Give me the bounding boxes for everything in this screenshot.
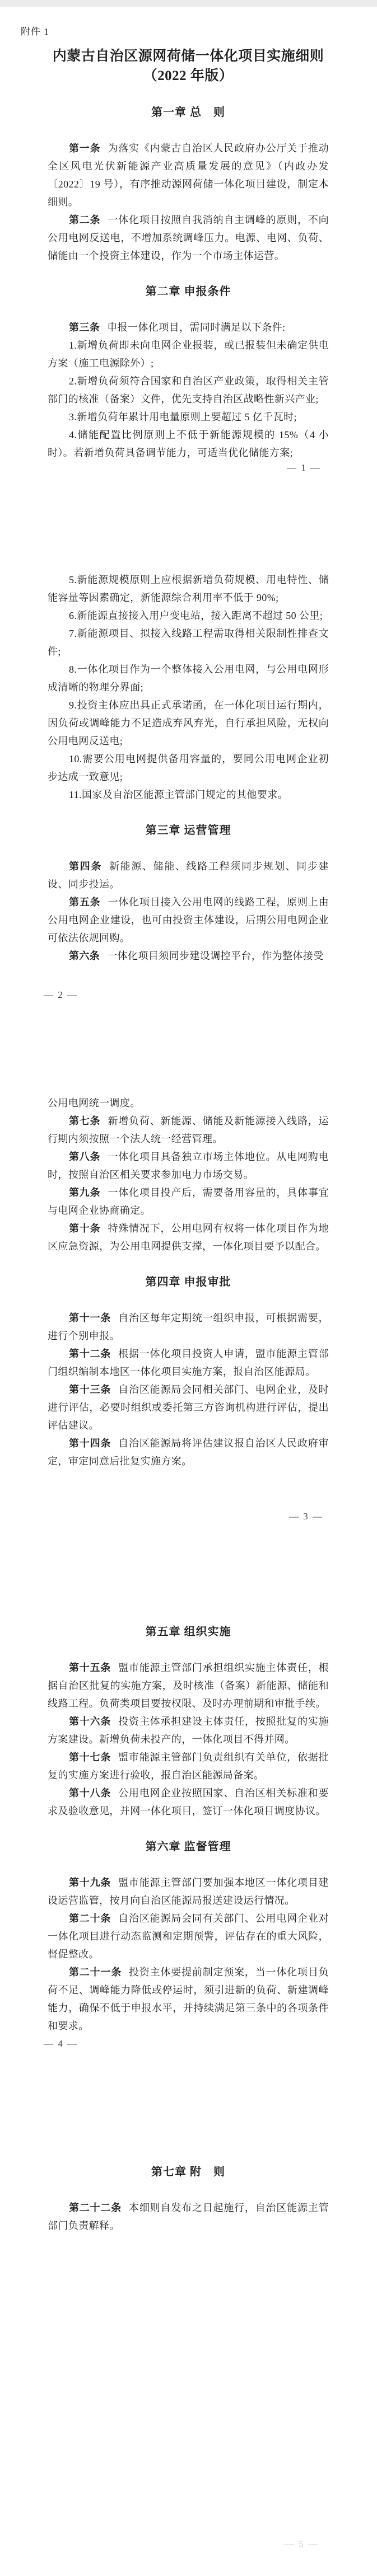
article-text: 盟市能源主管部门要加强本地区一体化项目建设运营监管，按月向自治区能源局报送建设运行情况。 bbox=[48, 1877, 329, 1906]
article-number: 第十二条 bbox=[69, 1348, 111, 1359]
article-number: 第十一条 bbox=[69, 1312, 111, 1324]
article-text: 公用电网企业按照国家、自治区相关标准和要求及验收意见，并网一体化项目，签订一体化项目调度协议。 bbox=[48, 1787, 329, 1817]
list-item: 3.新增负荷年累计用电量原则上要超过 5 亿千瓦时; bbox=[69, 411, 297, 423]
document-subtitle: （2022 年版） bbox=[143, 68, 234, 83]
article-paragraph bbox=[48, 1434, 329, 1470]
page-number: — 3 — bbox=[289, 1511, 323, 1522]
list-item: 8.一体化项目作为一个整体接入公用电网，与公用电网形成清晰的物理分界面; bbox=[48, 664, 329, 693]
chapter-heading: 第三章 运营管理 bbox=[145, 824, 231, 837]
page-number: — 4 — bbox=[44, 2038, 78, 2049]
list-item: 9.投资主体应出具正式承诺函，在一体化项目运行期内，因负荷或调峰能力不足造成弃风弃光，自行承担风险，无权向公用电网反送电; bbox=[48, 700, 329, 747]
article-number: 第四条 bbox=[69, 861, 102, 872]
article-number: 第六条 bbox=[69, 950, 100, 961]
continuation-paragraph: 公用电网统一调度。 bbox=[48, 1097, 141, 1109]
list-item: 5.新能源规模原则上应根据新增负荷规模、用电特性、储能容量等因素确定，新能源综合利用率不低于 90%; bbox=[48, 574, 329, 603]
article-number: 第二十条 bbox=[69, 1913, 111, 1924]
article-paragraph bbox=[48, 1112, 329, 1148]
article-paragraph bbox=[48, 1659, 329, 1712]
list-item: 2.新增负荷须符合国家和自治区产业政策，取得相关主管部门的核准（备案）文件，优先支持自治区战略性新兴产业; bbox=[48, 376, 329, 405]
chapter-heading: 第四章 申报审批 bbox=[145, 1276, 231, 1288]
page-number: — 2 — bbox=[44, 989, 78, 1000]
article-text: 自治区能源局会同相关部门、电网企业，及时进行评估，必要时组织或委托第三方咨询机构进行评估，提出评估建议。 bbox=[48, 1384, 329, 1431]
article-paragraph bbox=[48, 947, 329, 965]
chapter-heading: 第七章 附 则 bbox=[151, 2166, 225, 2178]
article-text: 自治区每年定期统一组织申报，可根据需要，进行个别申报。 bbox=[48, 1312, 329, 1341]
article-number: 第二条 bbox=[69, 214, 101, 226]
page-number: — 1 — bbox=[287, 462, 321, 473]
article-text: 特殊情况下，公用电网有权将一体化项目作为地区应急资源，为公用电网提供支撑，一体化项目要予以配合。 bbox=[48, 1223, 329, 1252]
article-number: 第一条 bbox=[69, 143, 101, 154]
list-item: 6.新能源直接接入用户变电站，接入距离不超过 50 公里; bbox=[69, 610, 323, 621]
article-text: 为落实《内蒙古自治区人民政府办公厅关于推动全区风电光伏新能源产业高质量发展的意见》（内政办发〔2022〕19 号），有序推动源网荷储一体化项目建设，制定本细则。 bbox=[48, 143, 329, 208]
article-text: 投资主体要提前制定预案，当一体化项目负荷不足、调峰能力降低或停运时，须引进新的负荷、新建调峰能力，确保不低于申报水平，并持续满足第三条中的各项条件和要求。 bbox=[48, 1967, 329, 2031]
article-paragraph bbox=[48, 2199, 329, 2235]
article-paragraph bbox=[48, 211, 329, 265]
chapter-heading: 第六章 监督管理 bbox=[145, 1841, 231, 1853]
attachment-label: 附件 1 bbox=[21, 26, 49, 37]
article-paragraph bbox=[48, 893, 329, 947]
article-paragraph bbox=[48, 318, 329, 336]
article-text: 新增负荷、新能源、储能及新能源接入线路，运行期内须按照一个法人统一经营管理。 bbox=[48, 1115, 329, 1144]
article-text: 一体化项目投产后，需要备用容量的，具体事宜与电网企业协商确定。 bbox=[48, 1187, 329, 1216]
list-item: 4.储能配置比例原则上不低于新能源规模的 15%（4 小时）。若新增负荷具备调节能力，可适当优化储能方案; bbox=[48, 429, 329, 458]
article-number: 第五条 bbox=[69, 897, 101, 908]
article-number: 第十条 bbox=[69, 1223, 101, 1234]
article-number: 第十九条 bbox=[69, 1877, 111, 1888]
article-number: 第十三条 bbox=[69, 1384, 111, 1395]
article-number: 第三条 bbox=[69, 322, 100, 333]
list-item: 11.国家及自治区能源主管部门规定的其他要求。 bbox=[69, 789, 288, 800]
article-number: 第十七条 bbox=[69, 1752, 111, 1763]
list-item: 1.新增负荷即未向电网企业报装，或已报装但未确定供电方案（施工电源除外）; bbox=[48, 340, 329, 369]
document-page-2 bbox=[0, 507, 377, 1031]
document-page-5 bbox=[0, 2077, 377, 2576]
article-number: 第七条 bbox=[69, 1115, 101, 1127]
article-paragraph bbox=[48, 1712, 329, 1748]
article-text: 根据一体化项目投资人申请，盟市能源主管部门组织编制本地区一体化项目实施方案，报自治区能源局。 bbox=[48, 1348, 329, 1377]
list-item: 10.需要公用电网提供备用容量的，要同公用电网企业初步达成一致意见; bbox=[48, 753, 329, 782]
article-number: 第十四条 bbox=[69, 1438, 111, 1449]
article-number: 第二十一条 bbox=[69, 1967, 122, 1978]
article-paragraph bbox=[48, 1748, 329, 1784]
chapter-heading: 第一章 总 则 bbox=[151, 106, 225, 119]
article-paragraph bbox=[48, 1909, 329, 1963]
chapter-heading: 第二章 申报条件 bbox=[145, 285, 231, 298]
article-paragraph bbox=[48, 1381, 329, 1434]
article-number: 第八条 bbox=[69, 1151, 101, 1162]
article-text: 投资主体承担建设主体责任，按照批复的实施方案建设。新增负荷未投产的，一体化项目不得并网。 bbox=[48, 1716, 329, 1745]
article-paragraph bbox=[48, 857, 329, 893]
article-text: 申报一体化项目，需同时满足以下条件: bbox=[107, 322, 286, 333]
article-text: 本细则自发布之日起施行，自治区能源主管部门负责解释。 bbox=[48, 2202, 329, 2231]
article-number: 第十六条 bbox=[69, 1716, 111, 1727]
article-paragraph bbox=[48, 139, 329, 211]
list-item: 7.新能源项目、拟接入线路工程需取得相关限制性排查文件; bbox=[48, 628, 329, 657]
article-number: 第十八条 bbox=[69, 1787, 111, 1799]
article-paragraph bbox=[48, 1309, 329, 1345]
article-paragraph bbox=[48, 1345, 329, 1381]
chapter-heading: 第五章 组织实施 bbox=[145, 1626, 231, 1638]
document-title: 内蒙古自治区源网荷储一体化项目实施细则 bbox=[52, 49, 324, 64]
article-text: 自治区能源局会同有关部门、公用电网企业对一体化项目进行动态监测和定期预警，评估存在的重大风险，督促整改。 bbox=[48, 1913, 329, 1960]
article-text: 盟市能源主管部门负责组织有关单位，依据批复的实施方案进行验收，报自治区能源局备案。 bbox=[48, 1752, 329, 1781]
page-number: — 5 — bbox=[285, 2539, 319, 2549]
article-paragraph bbox=[48, 1219, 329, 1255]
article-number: 第二十二条 bbox=[69, 2202, 122, 2213]
article-text: 一体化项目接入公用电网的线路工程，原则上由公用电网企业建设，也可由投资主体建设，后期公用电网企业可依法依规回购。 bbox=[48, 897, 329, 944]
article-text: 一体化项目具备独立市场主体地位。从电网购电时，按照自治区相关要求参加电力市场交易。 bbox=[48, 1151, 329, 1180]
article-number: 第九条 bbox=[69, 1187, 101, 1198]
article-paragraph bbox=[48, 1784, 329, 1820]
document-page-3 bbox=[0, 1031, 377, 1552]
article-number: 第十五条 bbox=[69, 1662, 111, 1673]
article-text: 一体化项目须同步建设调控平台，作为整体接受 bbox=[107, 950, 324, 961]
article-paragraph bbox=[48, 1874, 329, 1909]
article-paragraph bbox=[48, 1184, 329, 1219]
document-page-4 bbox=[0, 1552, 377, 2077]
article-paragraph bbox=[48, 1963, 329, 2035]
document-page-1 bbox=[0, 0, 377, 507]
article-text: 新能源、储能、线路工程须同步规划、同步建设、同步投运。 bbox=[48, 861, 329, 890]
article-text: 自治区能源局将评估建议报自治区人民政府审定，审定同意后批复实施方案。 bbox=[48, 1438, 329, 1467]
article-text: 一体化项目按照自我消纳自主调峰的原则，不向公用电网反送电，不增加系统调峰压力。电源、电网、负荷、储能由一个投资主体建设，作为一个市场主体运营。 bbox=[48, 214, 329, 261]
article-paragraph bbox=[48, 1148, 329, 1184]
article-text: 盟市能源主管部门承担组织实施主体责任，根据自治区批复的实施方案，及时核准（备案）新能源、储能和线路工程。负荷类项目要按权限、及时办理前期和审批手续。 bbox=[48, 1662, 329, 1709]
